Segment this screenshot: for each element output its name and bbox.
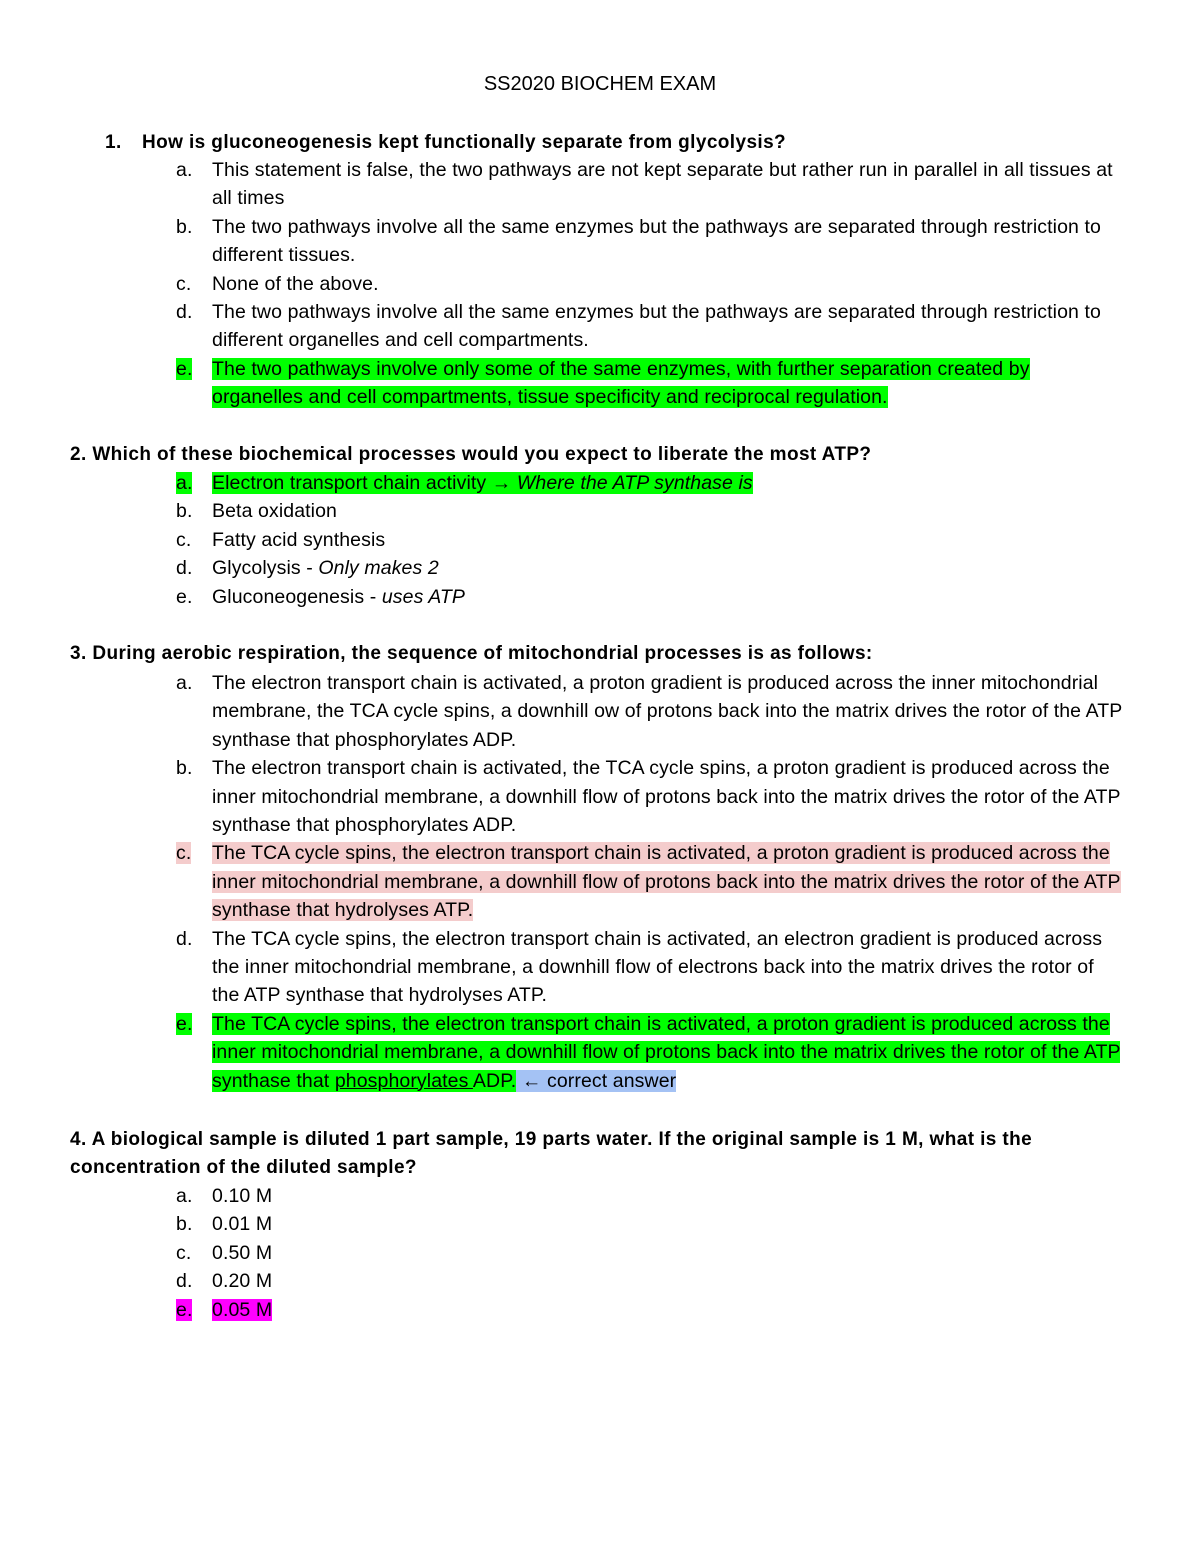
option-text: The TCA cycle spins, the electron transport chain is activated, an electron gradient is produced across the inner mitochondrial membrane, a downhill flow of electrons back into the matrix drives the rotor of the ATP synthase that hydrolyses ATP. [212,927,1103,1007]
option-b [176,497,1126,525]
question-1-options [176,156,1126,412]
option-b [176,1210,1126,1238]
correct-answer-note: ← correct answer [516,1069,677,1092]
option-e-correct [176,355,1126,412]
question-text: During aerobic respiration, the sequence of mitochondrial processes is as follows: [92,643,873,664]
question-2 [70,441,1130,469]
option-letter: e. [176,585,193,608]
question-number: 1. [105,132,122,153]
question-text: A biological sample is diluted 1 part sample, 19 parts water. If the original sample is 1 M, what is the concentration of the diluted sample? [70,1129,1033,1179]
option-text: Beta oxidation [212,500,337,523]
option-text: 0.50 M [212,1241,273,1264]
option-letter: c. [176,1241,192,1264]
option-letter: b. [176,757,193,780]
option-text: 0.20 M [212,1270,273,1293]
option-text: 0.05 M [212,1298,273,1321]
option-text: The electron transport chain is activated, a proton gradient is produced across the inner mitochondrial membrane, the TCA cycle spins, a downhill ow of protons back into the matrix drives the rotor of the ATP synthase that phosphorylates ADP. [212,672,1122,751]
option-letter: d. [176,1270,193,1293]
option-letter: e. [176,1298,193,1321]
question-4-options [176,1182,1126,1324]
question-number: 2. [70,444,87,465]
option-text: Gluconeogenesis - [212,585,382,608]
question-3-options [176,669,1126,1095]
option-a [176,669,1126,754]
option-note: uses ATP [381,585,465,608]
option-e-answer [176,1296,1126,1324]
option-text: The two pathways involve only some of the same enzymes, with further separation created by organelles and cell compartments, tissue specificity and reciprocal regulation. [212,357,1030,409]
option-text: This statement is false, the two pathways are not kept separate but rather run in parallel in all tissues at all times [212,159,1113,210]
option-text: 0.01 M [212,1213,273,1236]
option-a-correct [176,469,1126,497]
option-d [176,925,1126,1010]
option-text: The two pathways involve all the same enzymes but the pathways are separated through restriction to different tissues. [212,215,1101,267]
option-a [176,1182,1126,1210]
option-letter: b. [176,500,193,523]
option-d [176,554,1126,582]
option-d [176,1267,1126,1295]
option-a [176,156,1126,213]
option-letter: e. [176,357,193,380]
option-letter: b. [176,1213,193,1236]
question-text: How is gluconeogenesis kept functionally separate from glycolysis? [142,132,787,153]
option-b [176,213,1126,270]
option-letter: d. [176,557,193,580]
option-letter: a. [176,159,193,181]
option-text: None of the above. [212,272,379,295]
option-b [176,754,1126,839]
option-e-correct [176,1010,1126,1095]
option-letter: c. [176,842,192,865]
option-text: Fatty acid synthesis [212,528,386,551]
underlined-word: phosphorylates [334,1069,473,1092]
question-number: 3. [70,643,87,664]
option-c [176,1239,1126,1267]
question-1 [105,129,1165,157]
option-letter: a. [176,472,193,494]
question-2-options [176,469,1126,611]
option-note: Only makes 2 [318,557,439,580]
option-letter: a. [176,1185,193,1207]
option-text: The two pathways involve all the same enzymes but the pathways are separated through restriction to different organelles and cell compartments. [212,301,1101,352]
option-c-incorrect [176,839,1126,924]
option-letter: a. [176,672,193,694]
option-e [176,583,1126,611]
question-number: 4. [70,1129,87,1150]
question-3 [70,640,1130,668]
option-text: The TCA cycle spins, the electron transport chain is activated, a proton gradient is produced across the inner mitochondrial membrane, a downhill flow of protons back into the matrix drives the rotor of the ATP synthase that [212,1012,1121,1092]
question-text: Which of these biochemical processes would you expect to liberate the most ATP? [92,444,872,465]
question-4 [70,1126,1130,1183]
option-d [176,298,1126,355]
option-text: Electron transport chain activity → [212,472,517,494]
option-letter: b. [176,215,193,238]
option-c [176,526,1126,554]
option-letter: d. [176,927,193,950]
option-text: The electron transport chain is activated, the TCA cycle spins, a proton gradient is produced across the inner mitochondrial membrane, a downhill flow of protons back into the matrix drives the rotor of the ATP synthase that phosphorylates ADP. [212,757,1121,837]
option-text: 0.10 M [212,1185,273,1207]
option-text: The TCA cycle spins, the electron transport chain is activated, a proton gradient is produced across the inner mitochondrial membrane, a downhill flow of protons back into the matrix drives the rotor of the ATP synthase that hydrolyses ATP. [212,842,1121,922]
option-text-end: ADP. [472,1069,517,1092]
page-title: SS2020 BIOCHEM EXAM [483,73,717,95]
option-letter: c. [176,272,192,295]
option-letter: d. [176,301,193,324]
option-letter: c. [176,528,192,551]
option-c [176,270,1126,298]
option-note: Where the ATP synthase is [516,472,753,494]
option-text: Glycolysis - [212,557,319,580]
option-letter: e. [176,1012,193,1035]
